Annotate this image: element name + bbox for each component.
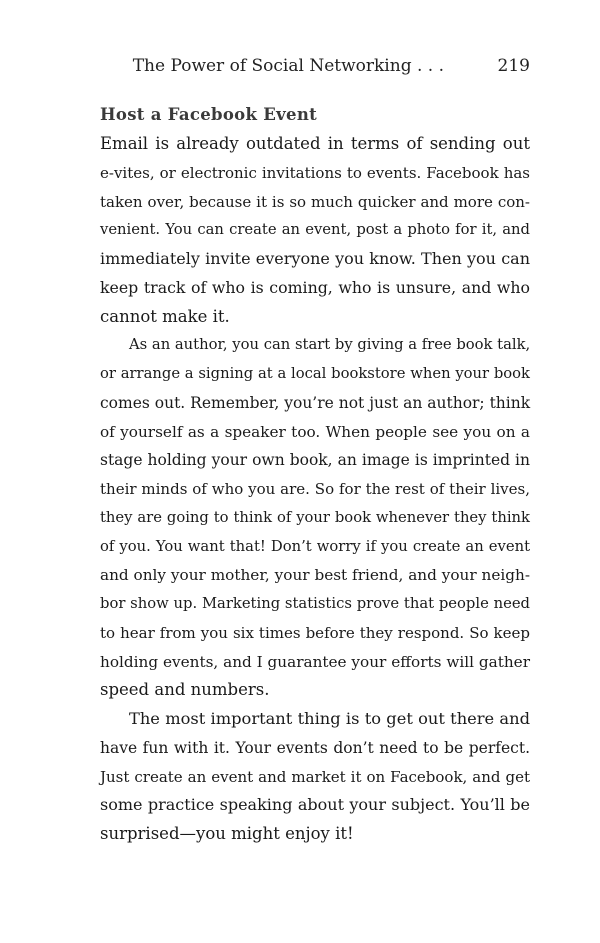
text-line: or arrange a signing at a local bookstore when your book xyxy=(100,365,530,382)
text-line: immediately invite everyone you know. Then you can xyxy=(100,249,530,268)
paragraph-2 xyxy=(100,331,530,705)
text-line: some practice speaking about your subject. You’ll be xyxy=(100,795,530,815)
text-line: comes out. Remember, you’re not just an author; think xyxy=(100,393,531,412)
page-number: 219 xyxy=(497,56,530,76)
section-heading: Host a Facebook Event xyxy=(100,105,318,124)
text-line: they are going to think of your book whenever they think xyxy=(100,508,530,526)
text-line: speed and numbers. xyxy=(100,680,270,700)
text-line: keep track of who is coming, who is unsure, and who xyxy=(100,277,530,297)
text-line: of yourself as a speaker too. When people see you on a xyxy=(100,422,530,441)
paragraph-1 xyxy=(100,130,530,331)
text-line: The most important thing is to get out there and xyxy=(129,709,530,728)
text-line: e-vites, or electronic invitations to events. Facebook has xyxy=(100,163,530,182)
text-line: and only your mother, your best friend, and your neigh- xyxy=(100,566,530,585)
text-line: Just create an event and market it on Facebook, and get xyxy=(100,767,530,786)
text-line: their minds of who you are. So for the rest of their lives, xyxy=(100,480,530,498)
page-content xyxy=(100,103,530,849)
text-line: stage holding your own book, an image is imprinted in xyxy=(100,451,530,470)
text-line: venient. You can create an event, post a photo for it, and xyxy=(100,221,530,239)
text-line: As an author, you can start by giving a free book talk, xyxy=(129,336,531,354)
running-head xyxy=(100,56,530,80)
text-line: cannot make it. xyxy=(100,306,230,326)
text-line: have fun with it. Your events don’t need to be perfect. xyxy=(100,738,530,757)
text-line: bor show up. Marketing statistics prove that people need xyxy=(100,595,530,612)
text-line: taken over, because it is so much quicker and more con- xyxy=(100,192,530,211)
text-line: surprised—you might enjoy it! xyxy=(100,824,354,843)
paragraph-3 xyxy=(100,705,530,849)
text-line: Email is already outdated in terms of sending out xyxy=(100,134,530,153)
text-line: to hear from you six times before they respond. So keep xyxy=(100,623,530,642)
running-head-title: The Power of Social Networking . . . xyxy=(132,56,444,76)
text-line: holding events, and I guarantee your efforts will gather xyxy=(100,652,530,671)
text-line: of you. You want that! Don’t worry if you create an event xyxy=(100,537,530,555)
